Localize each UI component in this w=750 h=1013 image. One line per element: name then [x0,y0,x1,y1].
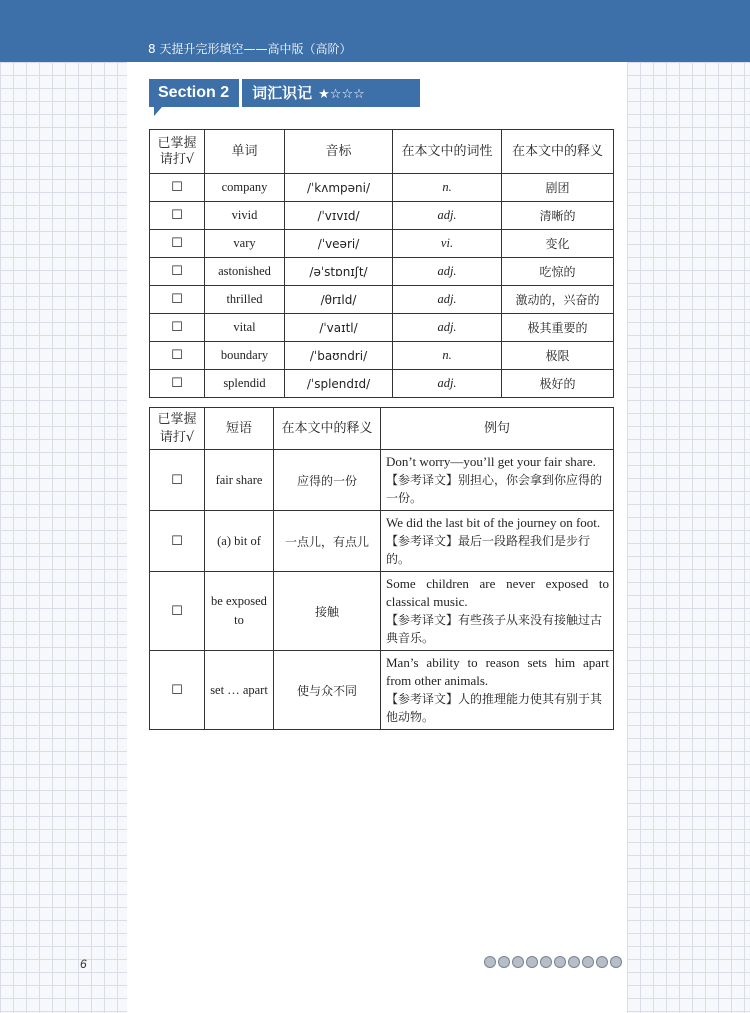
header-phrase: 短语 [205,408,274,450]
phonetic: /ˈvaɪtl/ [285,314,393,342]
phrase-meaning: 一点儿，有点儿 [274,511,381,572]
table-row [150,258,614,286]
section-title [242,79,420,107]
vocab-table [149,129,614,398]
phonetic: /ˈsplendɪd/ [285,370,393,398]
phrase: be exposed to [205,572,274,651]
section-number: Section 2 [149,79,239,107]
decor-icon [484,956,496,968]
difficulty-stars-icon: ★☆☆☆ [318,87,365,102]
phonetic: /ˈvɪvɪd/ [285,202,393,230]
meaning: 极好的 [502,370,614,398]
example-translation: 【参考译文】别担心，你会拿到你应得的一份。 [386,473,603,505]
part-of-speech: n. [393,174,502,202]
word: thrilled [205,286,285,314]
table-row [150,286,614,314]
meaning: 极限 [502,342,614,370]
phrase-table [149,407,614,730]
example-english: Some children are never exposed to classical music. [386,576,609,609]
mastered-checkbox[interactable]: ☐ [150,314,205,342]
mastered-checkbox[interactable]: ☐ [150,258,205,286]
table-row [150,174,614,202]
decor-icon [526,956,538,968]
footer-decoration [484,956,622,968]
header-phonetic: 音标 [285,130,393,174]
part-of-speech: n. [393,342,502,370]
example-sentence [381,651,614,730]
mastered-checkbox[interactable]: ☐ [150,450,205,511]
header-example: 例句 [381,408,614,450]
phrase-meaning: 使与众不同 [274,651,381,730]
meaning: 极其重要的 [502,314,614,342]
example-translation: 【参考译文】有些孩子从来没有接触过古典音乐。 [386,613,603,645]
table-row [150,314,614,342]
part-of-speech: adj. [393,202,502,230]
decor-icon [540,956,552,968]
part-of-speech: adj. [393,314,502,342]
phrase-header-row [150,408,614,450]
table-row [150,450,614,511]
phrase: (a) bit of [205,511,274,572]
example-sentence [381,450,614,511]
mastered-checkbox[interactable]: ☐ [150,511,205,572]
word: boundary [205,342,285,370]
table-row [150,230,614,258]
meaning: 变化 [502,230,614,258]
header-mastered: 已掌握请打√ [150,408,205,450]
example-translation: 【参考译文】最后一段路程我们是步行的。 [386,534,591,566]
table-row [150,572,614,651]
example-english: Man’s ability to reason sets him apart from other animals. [386,655,609,688]
word: vary [205,230,285,258]
word: vital [205,314,285,342]
decor-icon [582,956,594,968]
table-row [150,202,614,230]
meaning: 吃惊的 [502,258,614,286]
example-sentence [381,511,614,572]
phrase: set … apart [205,651,274,730]
phrase-meaning: 接触 [274,572,381,651]
word: vivid [205,202,285,230]
phonetic: /θrɪld/ [285,286,393,314]
meaning: 剧团 [502,174,614,202]
page-number: 6 [80,957,87,971]
mastered-checkbox[interactable]: ☐ [150,342,205,370]
example-translation: 【参考译文】人的推理能力使其有别于其他动物。 [386,692,603,724]
example-sentence [381,572,614,651]
section-banner [149,79,420,107]
phonetic: /ˈbaʊndri/ [285,342,393,370]
part-of-speech: adj. [393,370,502,398]
meaning: 激动的，兴奋的 [502,286,614,314]
decor-icon [610,956,622,968]
phrase: fair share [205,450,274,511]
table-row [150,651,614,730]
word: splendid [205,370,285,398]
word: company [205,174,285,202]
header-meaning: 在本文中的释义 [274,408,381,450]
banner-tail [154,107,162,116]
grid-margin-left [0,62,127,1013]
table-row [150,342,614,370]
phonetic: /əˈstɒnɪʃt/ [285,258,393,286]
mastered-checkbox[interactable]: ☐ [150,370,205,398]
vocab-header-row [150,130,614,174]
grid-margin-right [627,62,750,1013]
mastered-checkbox[interactable]: ☐ [150,572,205,651]
decor-icon [554,956,566,968]
mastered-checkbox[interactable]: ☐ [150,651,205,730]
header-bar [0,0,750,62]
decor-icon [512,956,524,968]
part-of-speech: vi. [393,230,502,258]
decor-icon [568,956,580,968]
mastered-checkbox[interactable]: ☐ [150,286,205,314]
part-of-speech: adj. [393,286,502,314]
table-row [150,370,614,398]
mastered-checkbox[interactable]: ☐ [150,230,205,258]
phrase-meaning: 应得的一份 [274,450,381,511]
example-english: We did the last bit of the journey on foot. [386,515,601,530]
mastered-checkbox[interactable]: ☐ [150,202,205,230]
phonetic: /ˈkʌmpəni/ [285,174,393,202]
decor-icon [498,956,510,968]
meaning: 清晰的 [502,202,614,230]
book-title: 8 天提升完形填空——高中版（高阶） [148,42,352,56]
phonetic: /ˈveəri/ [285,230,393,258]
part-of-speech: adj. [393,258,502,286]
table-row [150,511,614,572]
header-mastered: 已掌握请打√ [150,130,205,174]
word: astonished [205,258,285,286]
header-meaning: 在本文中的释义 [502,130,614,174]
section-title-text: 词汇识记 [252,84,313,102]
decor-icon [596,956,608,968]
header-pos: 在本文中的词性 [393,130,502,174]
example-english: Don’t worry—you’ll get your fair share. [386,454,596,469]
header-word: 单词 [205,130,285,174]
mastered-checkbox[interactable]: ☐ [150,174,205,202]
